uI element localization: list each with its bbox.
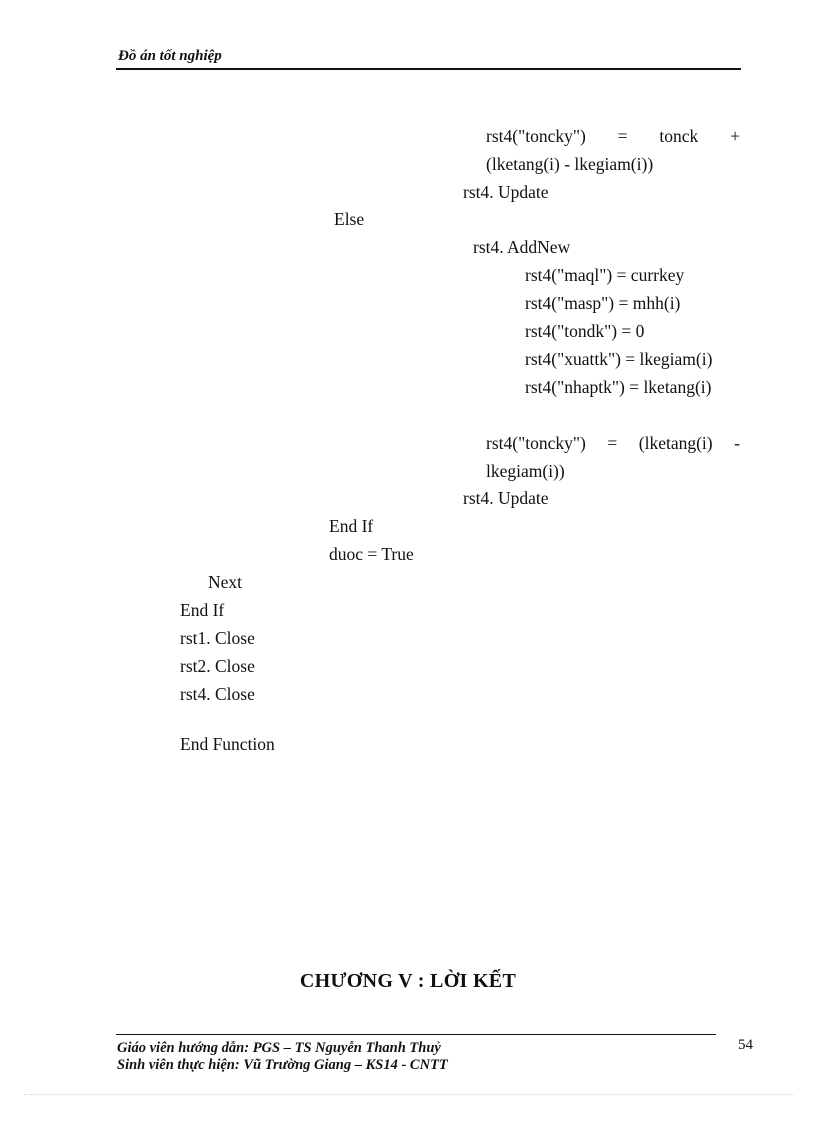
code-token: + bbox=[730, 126, 740, 146]
header-rule bbox=[116, 68, 741, 70]
code-line: duoc = True bbox=[329, 544, 414, 564]
code-token: = bbox=[617, 126, 628, 146]
code-line: rst4("tondk") = 0 bbox=[525, 321, 645, 341]
chapter-title: CHƯƠNG V : LỜI KẾT bbox=[299, 970, 517, 992]
code-token: rst4("toncky") bbox=[486, 433, 586, 453]
code-line: End If bbox=[180, 600, 225, 620]
bottom-dotted-divider bbox=[24, 1094, 794, 1095]
code-line: End If bbox=[329, 516, 374, 536]
header-title: Đồ án tốt nghiệp bbox=[118, 48, 222, 64]
code-line: Next bbox=[208, 572, 243, 592]
code-line: Else bbox=[334, 209, 365, 229]
code-token: rst4("toncky") bbox=[486, 126, 586, 146]
code-line: rst4. Update bbox=[463, 488, 549, 508]
code-line: rst4. AddNew bbox=[473, 237, 571, 257]
code-line: rst4("nhaptk") = lketang(i) bbox=[525, 377, 712, 397]
code-line: lkegiam(i)) bbox=[486, 461, 565, 481]
footer-rule bbox=[116, 1034, 716, 1035]
code-line: rst4("maql") = currkey bbox=[525, 265, 685, 285]
code-line-toncky-1 bbox=[486, 126, 740, 146]
page-number: 54 bbox=[738, 1037, 753, 1053]
code-token: - bbox=[734, 433, 740, 453]
code-token: (lketang(i) bbox=[638, 433, 713, 453]
code-token: = bbox=[607, 433, 618, 453]
code-line-toncky-2 bbox=[486, 433, 740, 453]
code-line: rst4. Update bbox=[463, 182, 549, 202]
code-line: rst2. Close bbox=[180, 656, 255, 676]
code-token: tonck bbox=[659, 126, 699, 146]
code-line: (lketang(i) - lkegiam(i)) bbox=[486, 154, 654, 174]
footer-advisor: Giáo viên hướng dẫn: PGS – TS Nguyễn Thanh Thuỷ bbox=[117, 1040, 441, 1056]
code-line: rst4. Close bbox=[180, 684, 255, 704]
footer-student: Sinh viên thực hiện: Vũ Trường Giang – KS14 - CNTT bbox=[117, 1057, 448, 1073]
code-line: rst1. Close bbox=[180, 628, 255, 648]
code-line: rst4("masp") = mhh(i) bbox=[525, 293, 681, 313]
code-line: rst4("xuattk") = lkegiam(i) bbox=[525, 349, 713, 369]
code-line: End Function bbox=[180, 734, 275, 754]
